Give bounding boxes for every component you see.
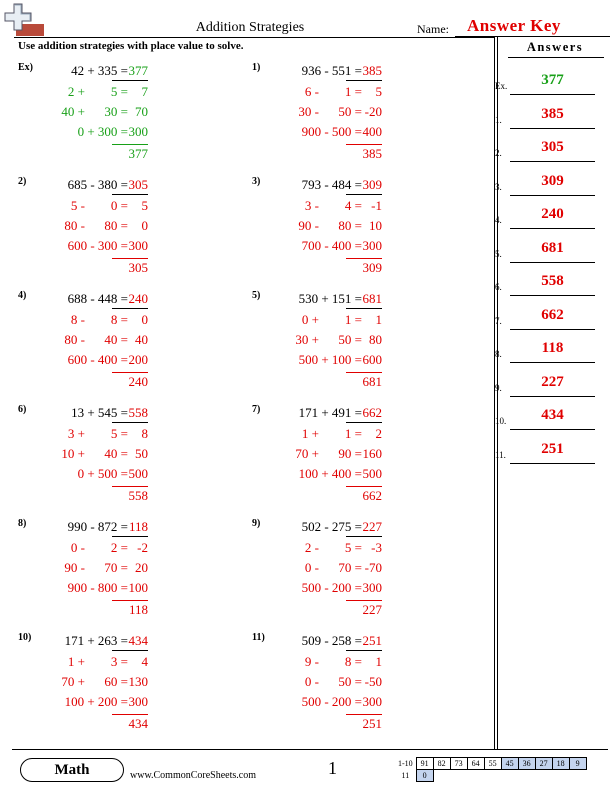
answer-underline bbox=[510, 295, 595, 296]
problem-label: 10) bbox=[18, 632, 32, 643]
sum-line bbox=[346, 144, 382, 145]
step-second-term: 50 = bbox=[338, 104, 362, 119]
problem-answer: 227 bbox=[362, 519, 382, 534]
answer-underline bbox=[112, 422, 148, 423]
step-first-term: 0 - bbox=[304, 674, 319, 689]
answer-number: 10. bbox=[495, 416, 507, 426]
answer-number: 5. bbox=[495, 248, 502, 259]
problem-answer: 385 bbox=[362, 63, 382, 78]
problem-equation: 990 - 872 = bbox=[67, 519, 128, 534]
problem-equation: 688 - 448 = bbox=[67, 291, 128, 306]
problem-equation: 171 + 491 = bbox=[298, 405, 362, 420]
step-first-term: 30 + bbox=[295, 332, 319, 347]
problem-equation: 502 - 275 = bbox=[301, 519, 362, 534]
answer-value: 662 bbox=[541, 306, 564, 323]
page-title: Addition Strategies bbox=[195, 20, 305, 35]
step-first-term: 0 - bbox=[70, 540, 85, 555]
problem-answer: 662 bbox=[362, 405, 382, 420]
answer-number: 9. bbox=[495, 382, 502, 393]
sum-line bbox=[346, 600, 382, 601]
problem-equation: 509 - 258 = bbox=[301, 633, 362, 648]
answer-underline bbox=[510, 396, 595, 397]
score-cell: 73 bbox=[450, 758, 467, 770]
answer-row bbox=[495, 335, 610, 365]
step-result: 300 bbox=[362, 580, 382, 595]
step-second-term: 3 = bbox=[110, 654, 128, 669]
step-first-term: 40 + bbox=[61, 104, 85, 119]
problem-label: 1) bbox=[252, 62, 261, 73]
problem-total: 118 bbox=[128, 602, 148, 617]
problem-total: 305 bbox=[128, 260, 148, 275]
step-first-term: 0 + bbox=[301, 312, 319, 327]
step-result: 600 bbox=[362, 352, 382, 367]
answer-row bbox=[495, 67, 610, 97]
problem-equation: 793 - 484 = bbox=[301, 177, 362, 192]
step-second-term: 5 = bbox=[110, 84, 128, 99]
answer-underline bbox=[510, 329, 595, 330]
step-second-term: 0 = bbox=[110, 198, 128, 213]
subject-badge: Math bbox=[20, 758, 124, 782]
answer-underline bbox=[112, 80, 148, 81]
answer-number: 2. bbox=[495, 148, 502, 158]
step-result: 100 bbox=[128, 580, 148, 595]
answer-underline bbox=[112, 650, 148, 651]
sum-line bbox=[112, 144, 148, 145]
problem-answer: 118 bbox=[128, 519, 148, 534]
step-second-term: 8 = bbox=[344, 654, 362, 669]
step-second-term: 1 = bbox=[344, 84, 362, 99]
problem-answer: 558 bbox=[128, 405, 148, 420]
header-divider bbox=[14, 37, 494, 38]
step-first-term: 90 - bbox=[64, 560, 85, 575]
score-cell: 18 bbox=[552, 758, 569, 770]
problem-equation: 685 - 380 = bbox=[67, 177, 128, 192]
problem-answer: 681 bbox=[362, 291, 382, 306]
problem-total: 681 bbox=[362, 374, 382, 389]
answer-underline bbox=[112, 536, 148, 537]
answer-row bbox=[495, 134, 610, 164]
site-url: www.CommonCoreSheets.com bbox=[130, 770, 257, 781]
problem-answer: 240 bbox=[128, 291, 148, 306]
answers-title-underline bbox=[508, 57, 604, 58]
answer-value: 558 bbox=[541, 273, 564, 289]
step-second-term: 90 = bbox=[338, 446, 362, 461]
score-row bbox=[395, 770, 586, 782]
score-table bbox=[395, 757, 587, 782]
step-expression: 900 - 500 = bbox=[301, 124, 362, 139]
problem-answer: 309 bbox=[362, 177, 382, 192]
step-expression: 600 - 300 = bbox=[67, 238, 128, 253]
score-cell: 27 bbox=[535, 758, 552, 770]
problem-total: 434 bbox=[128, 716, 148, 731]
footer-divider bbox=[12, 749, 608, 750]
step-first-term: 10 + bbox=[61, 446, 85, 461]
answer-underline bbox=[510, 262, 595, 263]
step-second-term: 5 = bbox=[344, 540, 362, 555]
step-result: -20 bbox=[364, 104, 382, 119]
page-number: 1 bbox=[328, 758, 337, 778]
sum-line bbox=[112, 714, 148, 715]
score-cell: 9 bbox=[569, 758, 586, 770]
step-result: 300 bbox=[362, 694, 382, 709]
answer-underline bbox=[510, 195, 595, 196]
step-first-term: 6 - bbox=[304, 84, 319, 99]
step-first-term: 1 + bbox=[301, 426, 319, 441]
step-result: 0 bbox=[141, 312, 148, 327]
problem-block bbox=[18, 402, 248, 512]
step-result: 300 bbox=[128, 238, 148, 253]
step-expression: 0 + 500 = bbox=[77, 466, 128, 481]
answer-value: 377 bbox=[541, 72, 564, 88]
step-result: 300 bbox=[128, 124, 148, 139]
step-first-term: 90 - bbox=[298, 218, 319, 233]
score-cell: 45 bbox=[501, 758, 518, 770]
answers-title: Answers bbox=[526, 40, 584, 54]
step-result: 200 bbox=[128, 352, 148, 367]
answer-row bbox=[495, 268, 610, 298]
score-cell: 0 bbox=[416, 770, 433, 782]
answer-row bbox=[495, 436, 610, 466]
step-expression: 100 + 400 = bbox=[298, 466, 362, 481]
answer-row bbox=[495, 302, 610, 332]
answer-key-title: Answer Key bbox=[467, 16, 561, 35]
step-expression: 500 - 200 = bbox=[301, 694, 362, 709]
step-result: 1 bbox=[375, 312, 382, 327]
sum-line bbox=[346, 372, 382, 373]
step-result: -70 bbox=[364, 560, 382, 575]
step-result: 20 bbox=[135, 560, 148, 575]
problem-answer: 251 bbox=[362, 633, 382, 648]
problem-block bbox=[18, 174, 248, 284]
step-result: 80 bbox=[369, 332, 382, 347]
step-result: 2 bbox=[375, 426, 382, 441]
problem-block bbox=[18, 516, 248, 626]
problem-answer: 305 bbox=[128, 177, 148, 192]
problem-total: 227 bbox=[362, 602, 382, 617]
answer-underline bbox=[510, 94, 595, 95]
step-result: 8 bbox=[141, 426, 148, 441]
problem-total: 558 bbox=[128, 488, 148, 503]
answer-row bbox=[495, 101, 610, 131]
problem-label: 3) bbox=[252, 176, 261, 187]
instructions: Use addition strategies with place value to solve. bbox=[18, 40, 244, 52]
score-cell: 36 bbox=[518, 758, 535, 770]
answer-number: 11. bbox=[495, 449, 506, 460]
step-first-term: 80 - bbox=[64, 332, 85, 347]
step-second-term: 80 = bbox=[338, 218, 362, 233]
step-second-term: 60 = bbox=[104, 674, 128, 689]
sum-line bbox=[346, 714, 382, 715]
answer-value: 385 bbox=[541, 105, 564, 122]
step-second-term: 50 = bbox=[338, 674, 362, 689]
step-expression: 500 + 100 = bbox=[298, 352, 362, 367]
step-second-term: 30 = bbox=[104, 104, 128, 119]
problem-label: 11) bbox=[252, 632, 265, 643]
answer-underline bbox=[112, 308, 148, 309]
score-cell: 91 bbox=[416, 758, 433, 770]
score-row-label: 1-10 bbox=[398, 759, 413, 768]
step-second-term: 80 = bbox=[104, 218, 128, 233]
step-first-term: 2 + bbox=[67, 84, 85, 99]
answer-underline bbox=[346, 422, 382, 423]
score-cell: 82 bbox=[433, 758, 450, 770]
answer-value: 251 bbox=[541, 440, 564, 457]
step-expression: 500 - 200 = bbox=[301, 580, 362, 595]
step-result: 160 bbox=[362, 446, 382, 461]
sum-line bbox=[112, 600, 148, 601]
step-result: 300 bbox=[362, 238, 382, 253]
problem-answer: 434 bbox=[128, 633, 148, 648]
answer-number: Ex. bbox=[495, 81, 508, 91]
step-expression: 600 - 400 = bbox=[67, 352, 128, 367]
score-row bbox=[395, 758, 586, 770]
answer-underline bbox=[510, 128, 595, 129]
score-cell: 55 bbox=[484, 758, 501, 770]
step-result: 40 bbox=[135, 332, 148, 347]
step-expression: 0 + 300 = bbox=[77, 124, 128, 139]
problem-equation: 13 + 545 = bbox=[71, 405, 128, 420]
step-second-term: 8 = bbox=[110, 312, 128, 327]
answer-row bbox=[495, 201, 610, 231]
problem-label: 7) bbox=[252, 404, 261, 415]
step-first-term: 70 + bbox=[61, 674, 85, 689]
problem-block bbox=[252, 174, 482, 284]
sum-line bbox=[346, 258, 382, 259]
answer-underline bbox=[346, 80, 382, 81]
problem-label: 9) bbox=[252, 518, 261, 529]
problem-label: Ex) bbox=[18, 62, 33, 73]
problem-total: 251 bbox=[362, 716, 382, 731]
step-result: 400 bbox=[362, 124, 382, 139]
problem-label: 4) bbox=[18, 290, 27, 301]
step-first-term: 8 - bbox=[70, 312, 85, 327]
step-result: 7 bbox=[141, 84, 148, 99]
answer-number: 3. bbox=[495, 181, 502, 192]
answer-number: 1. bbox=[495, 114, 502, 125]
step-first-term: 9 - bbox=[304, 654, 319, 669]
answer-underline bbox=[346, 308, 382, 309]
problem-total: 240 bbox=[128, 374, 148, 389]
problem-equation: 42 + 335 = bbox=[71, 63, 128, 78]
answer-row bbox=[495, 235, 610, 265]
answer-value: 309 bbox=[541, 172, 564, 189]
step-second-term: 1 = bbox=[344, 312, 362, 327]
step-expression: 900 - 800 = bbox=[67, 580, 128, 595]
answer-number: 4. bbox=[495, 215, 502, 225]
score-cell: 64 bbox=[467, 758, 484, 770]
step-first-term: 70 + bbox=[295, 446, 319, 461]
step-expression: 700 - 400 = bbox=[301, 238, 362, 253]
problem-total: 309 bbox=[362, 260, 382, 275]
step-first-term: 30 - bbox=[298, 104, 319, 119]
sum-line bbox=[112, 486, 148, 487]
sum-line bbox=[112, 372, 148, 373]
answer-underline bbox=[112, 194, 148, 195]
answer-value: 681 bbox=[541, 239, 564, 256]
problem-equation: 171 + 263 = bbox=[64, 633, 128, 648]
answer-underline bbox=[510, 362, 595, 363]
answer-underline bbox=[346, 536, 382, 537]
answer-underline bbox=[510, 429, 595, 430]
step-result: 0 bbox=[141, 218, 148, 233]
score-row-label: 11 bbox=[401, 771, 410, 780]
step-result: -1 bbox=[371, 198, 382, 213]
step-second-term: 70 = bbox=[338, 560, 362, 575]
step-first-term: 3 + bbox=[67, 426, 85, 441]
problem-answer: 377 bbox=[128, 63, 148, 78]
step-second-term: 4 = bbox=[344, 198, 362, 213]
step-result: 50 bbox=[135, 446, 148, 461]
step-second-term: 5 = bbox=[110, 426, 128, 441]
step-second-term: 2 = bbox=[110, 540, 128, 555]
answer-value: 118 bbox=[541, 340, 564, 356]
plus-cross-logo-icon bbox=[4, 2, 44, 38]
step-result: -50 bbox=[364, 674, 382, 689]
answer-value: 227 bbox=[541, 373, 564, 390]
step-result: -2 bbox=[137, 540, 148, 555]
problem-block bbox=[252, 288, 482, 398]
step-first-term: 5 - bbox=[70, 198, 85, 213]
problem-label: 8) bbox=[18, 518, 27, 529]
step-result: 70 bbox=[135, 104, 148, 119]
step-result: 10 bbox=[369, 218, 382, 233]
answer-row bbox=[495, 369, 610, 399]
answer-number: 6. bbox=[495, 282, 502, 292]
answer-value: 305 bbox=[541, 139, 564, 155]
step-second-term: 1 = bbox=[344, 426, 362, 441]
step-first-term: 80 - bbox=[64, 218, 85, 233]
answer-underline bbox=[510, 228, 595, 229]
problem-block bbox=[252, 516, 482, 626]
step-second-term: 50 = bbox=[338, 332, 362, 347]
problem-total: 662 bbox=[362, 488, 382, 503]
name-label: Name: bbox=[417, 22, 449, 36]
problem-block bbox=[18, 630, 248, 740]
step-first-term: 2 - bbox=[304, 540, 319, 555]
answer-value: 240 bbox=[541, 206, 564, 222]
answer-row bbox=[495, 168, 610, 198]
problem-block bbox=[252, 402, 482, 512]
problem-label: 2) bbox=[18, 176, 27, 187]
step-first-term: 3 - bbox=[304, 198, 319, 213]
problem-label: 5) bbox=[252, 290, 261, 301]
answer-number: 8. bbox=[495, 349, 502, 359]
step-result: 500 bbox=[362, 466, 382, 481]
step-result: 5 bbox=[375, 84, 382, 99]
problem-block bbox=[18, 288, 248, 398]
problem-block bbox=[252, 60, 482, 170]
problem-total: 385 bbox=[362, 146, 382, 161]
step-result: 1 bbox=[375, 654, 382, 669]
step-second-term: 40 = bbox=[104, 446, 128, 461]
step-result: 300 bbox=[128, 694, 148, 709]
step-result: -3 bbox=[371, 540, 382, 555]
problem-label: 6) bbox=[18, 404, 27, 415]
step-result: 500 bbox=[128, 466, 148, 481]
problem-block bbox=[18, 60, 248, 170]
problem-block bbox=[252, 630, 482, 740]
problem-equation: 936 - 551 = bbox=[301, 63, 362, 78]
step-first-term: 0 - bbox=[304, 560, 319, 575]
answer-row bbox=[495, 402, 610, 432]
step-second-term: 40 = bbox=[104, 332, 128, 347]
answer-underline bbox=[510, 463, 595, 464]
step-expression: 100 + 200 = bbox=[64, 694, 128, 709]
step-result: 4 bbox=[141, 654, 148, 669]
answer-underline bbox=[510, 161, 595, 162]
answer-number: 7. bbox=[495, 315, 502, 326]
problem-equation: 530 + 151 = bbox=[298, 291, 362, 306]
step-result: 130 bbox=[128, 674, 148, 689]
sum-line bbox=[346, 486, 382, 487]
step-result: 5 bbox=[141, 198, 148, 213]
problem-total: 377 bbox=[128, 146, 148, 161]
answer-underline bbox=[346, 650, 382, 651]
step-second-term: 70 = bbox=[104, 560, 128, 575]
step-first-term: 1 + bbox=[67, 654, 85, 669]
answer-underline bbox=[346, 194, 382, 195]
answer-value: 434 bbox=[541, 407, 564, 423]
sum-line bbox=[112, 258, 148, 259]
